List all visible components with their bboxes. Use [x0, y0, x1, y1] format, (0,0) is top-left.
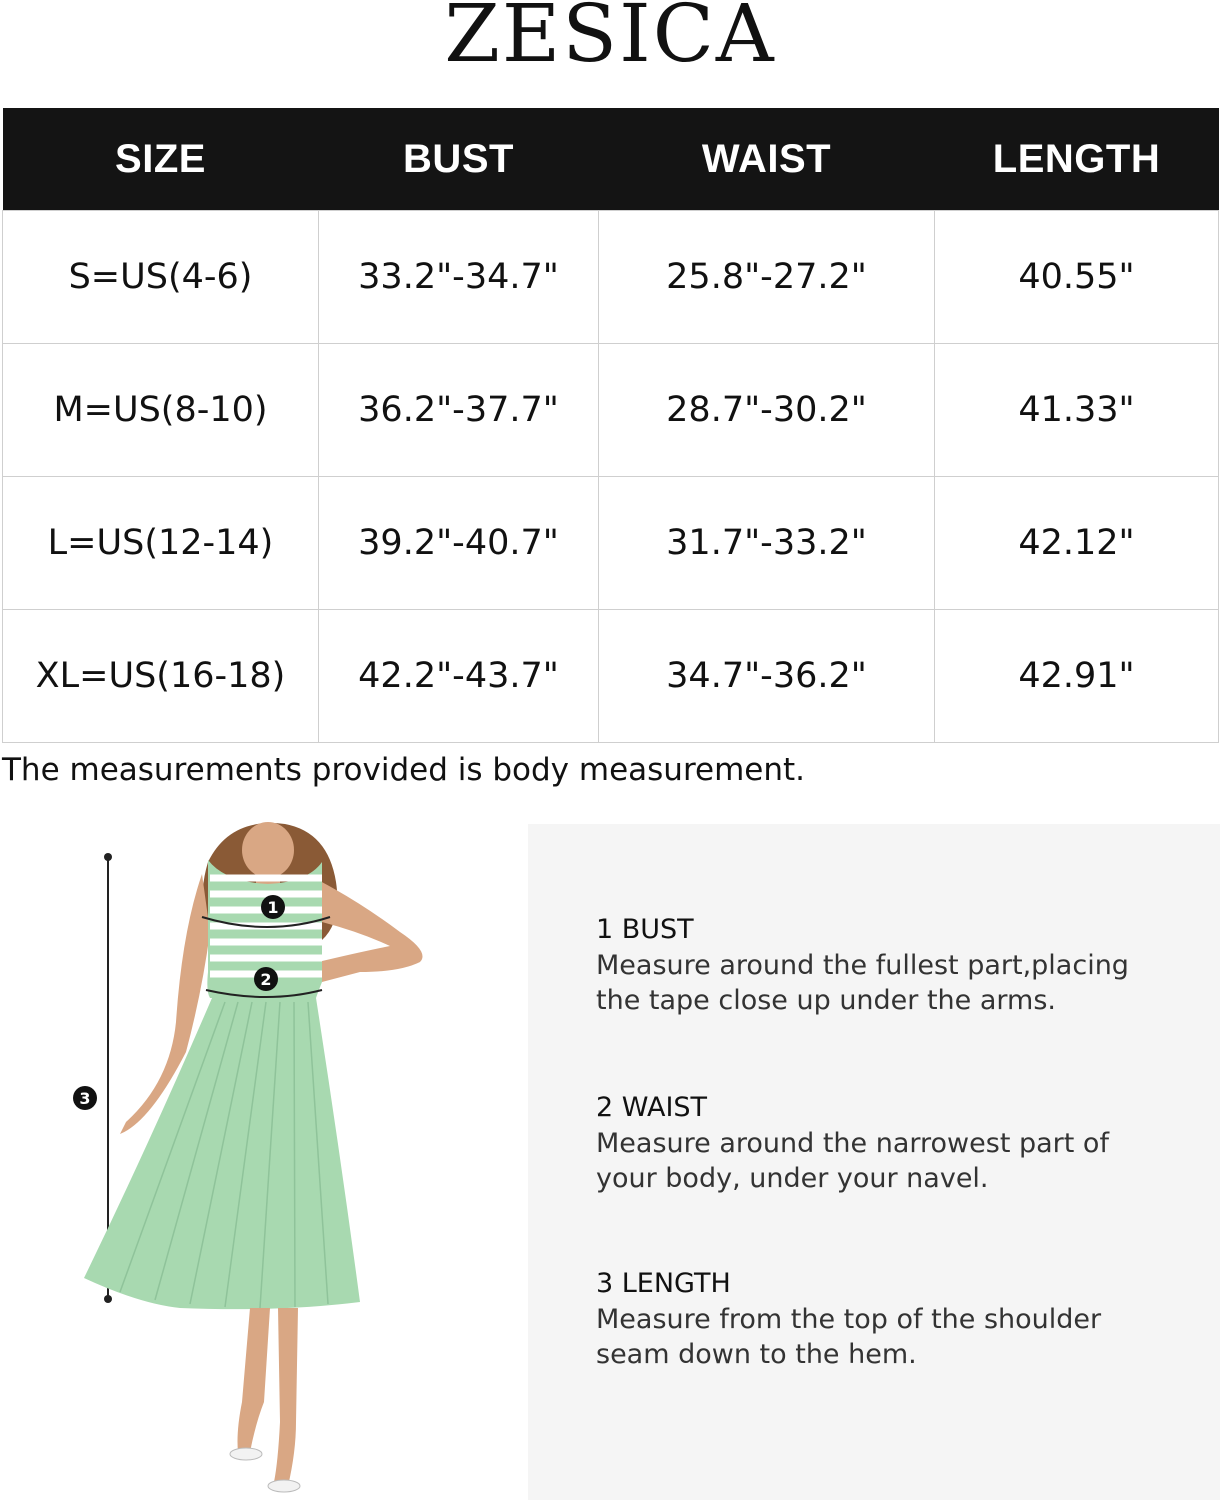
guide-item-title: 1 BUST	[596, 914, 694, 945]
right-leg-shape	[274, 1308, 298, 1486]
cell-waist: 28.7"-30.2"	[599, 344, 935, 477]
table-row	[3, 477, 1219, 610]
cell-bust: 33.2"-34.7"	[319, 211, 599, 344]
measurement-guide-panel	[528, 824, 1220, 1500]
table-row	[3, 211, 1219, 344]
size-chart-table	[2, 108, 1219, 743]
svg-text:3: 3	[79, 1089, 91, 1108]
cell-waist: 31.7"-33.2"	[599, 477, 935, 610]
marker-bust	[261, 895, 285, 919]
measurement-note: The measurements provided is body measurement.	[2, 752, 806, 788]
header-bust: BUST	[319, 108, 599, 211]
svg-text:2: 2	[260, 970, 272, 989]
marker-length	[73, 1086, 97, 1110]
guide-item-bust	[596, 912, 1196, 1018]
table-header-row	[3, 108, 1219, 211]
left-shoe-shape	[230, 1448, 262, 1460]
guide-item-desc-line1: Measure around the fullest part,placing	[596, 950, 1129, 981]
brand-logo: ZESICA	[444, 0, 776, 78]
cell-length: 41.33"	[935, 344, 1219, 477]
guide-item-length	[596, 1266, 1196, 1372]
table-row	[3, 610, 1219, 743]
left-leg-shape	[238, 1308, 271, 1452]
guide-item-desc-line1: Measure around the narrowest part of	[596, 1128, 1109, 1159]
header-length: LENGTH	[935, 108, 1219, 211]
guide-item-title: 2 WAIST	[596, 1092, 708, 1123]
length-line-top-dot	[104, 853, 112, 861]
guide-item-desc-line2: your body, under your navel.	[596, 1163, 989, 1194]
cell-length: 42.91"	[935, 610, 1219, 743]
cell-length: 42.12"	[935, 477, 1219, 610]
cell-bust: 39.2"-40.7"	[319, 477, 599, 610]
model-illustration	[60, 822, 480, 1500]
guide-item-title: 3 LENGTH	[596, 1268, 731, 1299]
face-shape	[242, 822, 294, 878]
cell-bust: 42.2"-43.7"	[319, 610, 599, 743]
cell-bust: 36.2"-37.7"	[319, 344, 599, 477]
guide-item-desc-line1: Measure from the top of the shoulder	[596, 1304, 1102, 1335]
guide-item-desc-line2: the tape close up under the arms.	[596, 985, 1056, 1016]
header-size: SIZE	[3, 108, 319, 211]
cell-size: S=US(4-6)	[3, 211, 319, 344]
cell-length: 40.55"	[935, 211, 1219, 344]
cell-size: M=US(8-10)	[3, 344, 319, 477]
guide-item-waist	[596, 1090, 1196, 1196]
svg-text:1: 1	[267, 898, 279, 917]
right-shoe-shape	[268, 1480, 300, 1492]
header-waist: WAIST	[599, 108, 935, 211]
table-row	[3, 344, 1219, 477]
cell-size: XL=US(16-18)	[3, 610, 319, 743]
cell-waist: 34.7"-36.2"	[599, 610, 935, 743]
cell-size: L=US(12-14)	[3, 477, 319, 610]
right-arm-shape	[318, 880, 423, 982]
guide-item-desc-line2: seam down to the hem.	[596, 1339, 917, 1370]
cell-waist: 25.8"-27.2"	[599, 211, 935, 344]
marker-waist	[254, 967, 278, 991]
length-line-bottom-dot	[104, 1295, 112, 1303]
